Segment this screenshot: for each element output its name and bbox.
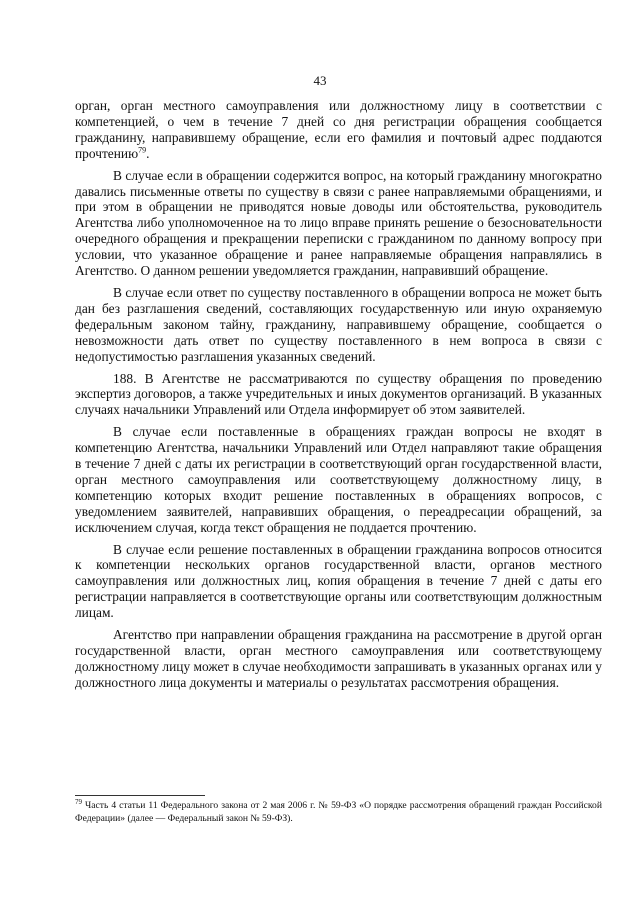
paragraph-1: [75, 98, 602, 162]
paragraph-tail: .: [146, 145, 150, 161]
document-body: [75, 98, 602, 691]
paragraph-7: Агентство при направлении обращения гражданина на рассмотрение в другой орган государственной власти, орган местного самоуправления или соответствующему должностному лицу может в случае необходимости запрашивать в указанных органах или у должностного лица документы и материалы о результатах рассмотрения обращения.: [75, 627, 602, 690]
footnote-separator: [75, 795, 205, 796]
paragraph-3: В случае если ответ по существу поставленного в обращении вопроса не может быть дан без разглашения сведений, составляющих государственную или иную охраняемую федеральным законом тайну, гражданину, направившему обращение, сообщается о невозможности дать ответ по существу поставленного в нем вопроса в связи с недопустимостью разглашения указанных сведений.: [75, 284, 602, 364]
paragraph-5: В случае если поставленные в обращениях граждан вопросы не входят в компетенцию Агентства, начальники Управлений или Отдел направляют такие обращения в течение 7 дней с даты их регистрации в соответствующий орган государственной власти, орган местного самоуправления или соответствующему должностному лицу, в компетенцию которых входит решение поставленных в обращениях вопросов, с уведомлением заявителей, направивших обращения, о переадресации обращений, за исключением случая, когда текст обращения не поддается прочтению.: [75, 424, 602, 535]
footnote-marker: 79: [75, 797, 82, 806]
footnote-reference: 79: [138, 145, 147, 155]
paragraph-4: 188. В Агентстве не рассматриваются по существу обращения по проведению экспертиз договоров, а также учредительных и иных документов организаций. В указанных случаях начальники Управлений или Отдела информирует об этом заявителей.: [75, 370, 602, 418]
paragraph-6: В случае если решение поставленных в обращении гражданина вопросов относится к компетенции нескольких органов государственной власти, органов местного самоуправления или должностных лиц, копия обращения в течение 7 дней с даты его регистрации направляется в соответствующие органы или соответствующим должностным лицам.: [75, 541, 602, 621]
footnote: [75, 797, 602, 825]
paragraph-text: орган, орган местного самоуправления или должностному лицу в соответствии с компетенцией, о чем в течение 7 дней со дня регистрации обращения сообщается гражданину, направившему обращение, если его фамилия и почтовый адрес поддаются прочтению: [75, 98, 602, 161]
page-number: 43: [313, 73, 327, 88]
footnote-text: Часть 4 статьи 11 Федерального закона от 2 мая 2006 г. № 59-ФЗ «О порядке рассмотрения обращений граждан Российской Федерации» (далее — Федеральный закон № 59-ФЗ).: [75, 800, 602, 824]
paragraph-2: В случае если в обращении содержится вопрос, на который гражданину многократно давались письменные ответы по существу в связи с ранее направляемыми обращениями, и при этом в обращении не приводятся новые доводы или обстоятельства, руководитель Агентства либо уполномоченное на то лицо вправе принять решение о безосновательности очередного обращения и прекращении переписки с гражданином по данному вопросу при условии, что указанное обращение и ранее направляемые обращения направлялись в Агентство. О данном решении уведомляется гражданин, направивший обращение.: [75, 167, 602, 279]
